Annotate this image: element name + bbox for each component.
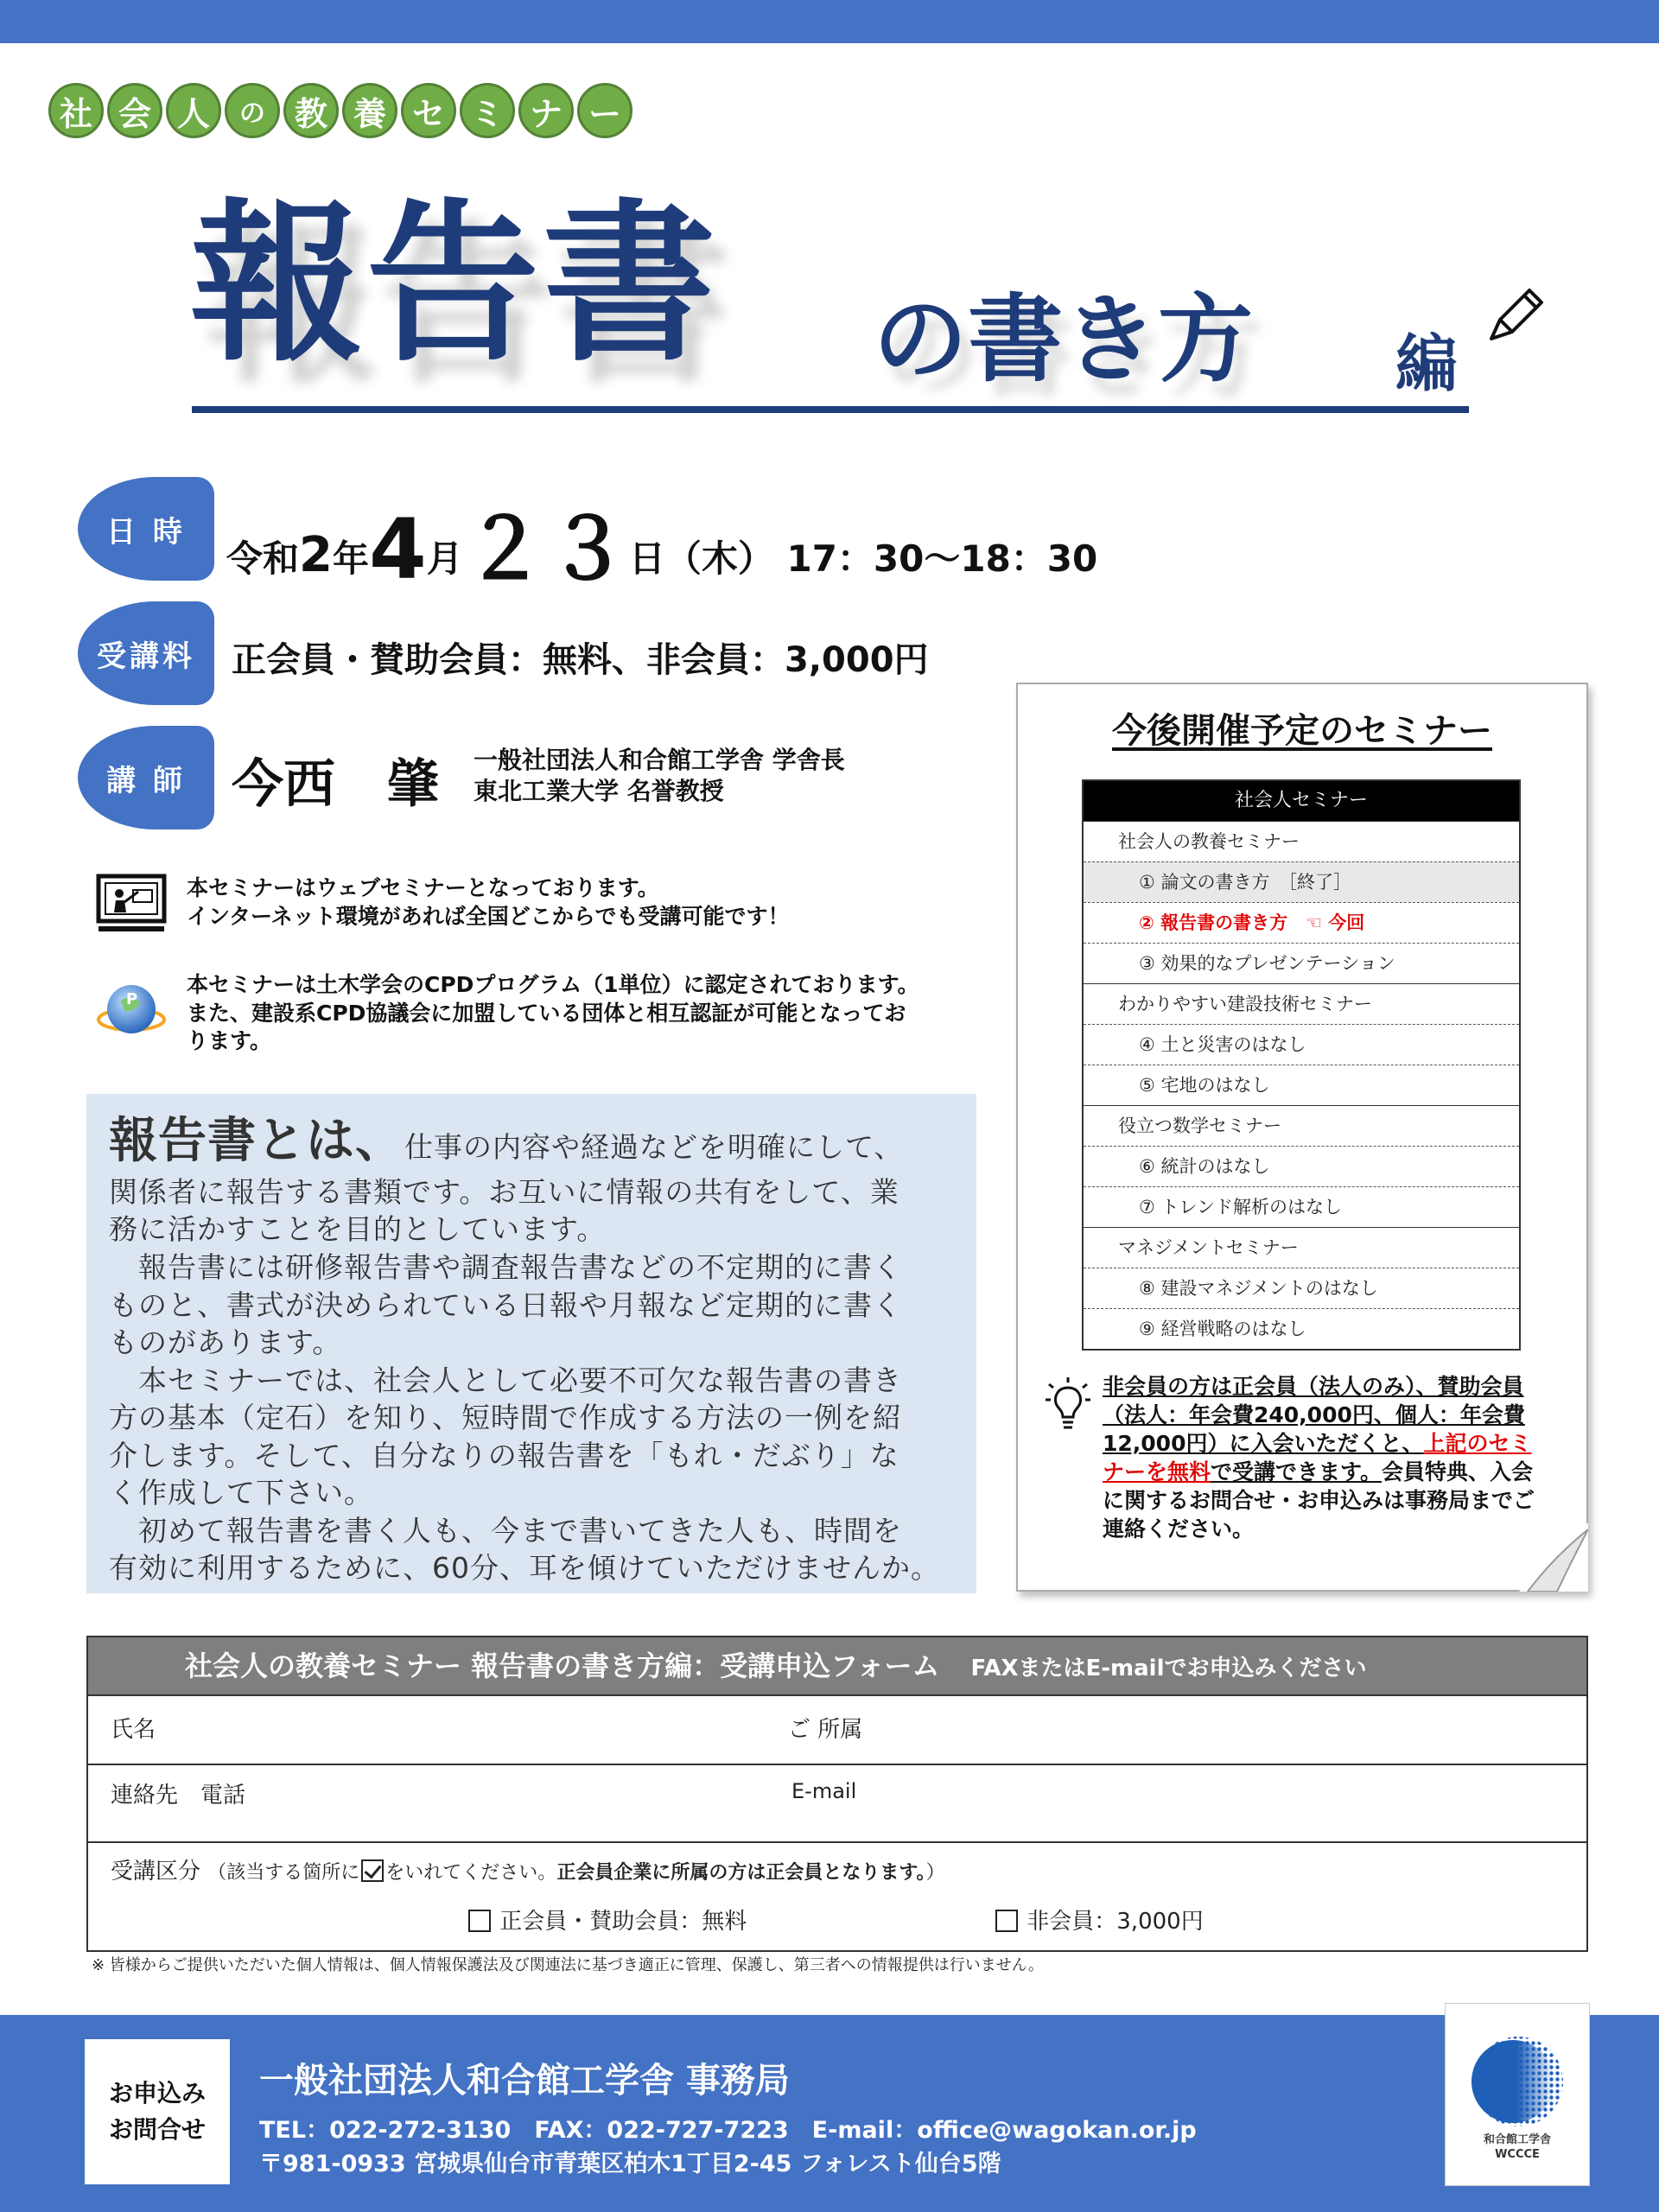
page-title-sub: の書き方 bbox=[873, 284, 1253, 395]
seminar-list-header: 社会人セミナー bbox=[1084, 781, 1519, 821]
option-nonmember-label: 非会員：3,000円 bbox=[1027, 1909, 1204, 1935]
form-subtitle: FAXまたはE-mailでお申込みください bbox=[970, 1656, 1367, 1681]
footer-org: 一般社団法人和合館工学舎 事務局 bbox=[259, 2061, 790, 2101]
series-char: 教 bbox=[283, 83, 339, 138]
description-line: ものがあります。 bbox=[109, 1325, 342, 1360]
seminar-category: 社会人の教養セミナー bbox=[1084, 821, 1519, 861]
date-weekday: （木） bbox=[664, 537, 774, 580]
description-line: 務に活かすことを目的としています。 bbox=[109, 1212, 607, 1247]
date-nen: 年 bbox=[332, 537, 369, 580]
presentation-screen-icon bbox=[95, 873, 168, 935]
seminar-item: ④ 土と災害のはなし bbox=[1084, 1024, 1519, 1065]
inquiry-line: お問合せ bbox=[108, 2115, 206, 2144]
web-seminar-note bbox=[187, 874, 790, 931]
footer-address: 〒981-0933 宮城県仙台市青葉区柏木1丁目2-45 フォレスト仙台5階 bbox=[259, 2151, 1001, 2178]
note-line: 本セミナーはウェブセミナーとなっております。 bbox=[187, 875, 659, 900]
option-member-label: 正会員・賛助会員：無料 bbox=[499, 1909, 747, 1935]
email-field[interactable]: E-mail bbox=[791, 1779, 857, 1803]
series-char: ミ bbox=[460, 83, 515, 138]
membership-note-highlight: 上記のセミナーを無料 bbox=[1103, 1431, 1532, 1484]
schedule-date bbox=[226, 484, 1097, 602]
form-title: 社会人の教養セミナー 報告書の書き方編：受講申込フォーム bbox=[185, 1649, 940, 1682]
date-year: 2 bbox=[299, 527, 333, 583]
description-line: 関係者に報告する書類です。お互いに情報の共有をして、業 bbox=[109, 1174, 899, 1209]
description-line: 報告書には研修報告書や調査報告書などの不定期的に書く bbox=[109, 1250, 902, 1284]
seminar-item: ⑦ トレンド解析のはなし bbox=[1084, 1186, 1519, 1227]
option-nonmember[interactable] bbox=[994, 1904, 1204, 1936]
note-line: インターネット環境があれば全国どこからでも受講可能です！ bbox=[187, 903, 790, 929]
series-char: 養 bbox=[342, 83, 397, 138]
seminar-item: ⑨ 経営戦略のはなし bbox=[1084, 1308, 1519, 1349]
form-header bbox=[88, 1637, 1586, 1694]
date-nichi: 日 bbox=[628, 537, 665, 580]
logo-circle-icon bbox=[1446, 2004, 1591, 2133]
series-char: セ bbox=[401, 83, 456, 138]
description-line: 介します。そして、自分なりの報告書を「もれ・だぶり」な bbox=[109, 1438, 899, 1472]
description-line: 本セミナーでは、社会人として必要不可欠な報告書の書き bbox=[109, 1363, 902, 1397]
lecturer-name: 今西 肇 bbox=[232, 754, 439, 815]
fee-label: 受講料 bbox=[78, 601, 214, 705]
description-box bbox=[86, 1094, 976, 1593]
checkbox-member[interactable] bbox=[468, 1910, 491, 1932]
note-line: 本セミナーは土木学会のCPDプログラム（1単位）に認定されております。 bbox=[187, 972, 919, 997]
footer-contact bbox=[259, 2113, 1197, 2181]
footer-tel[interactable]: TEL：022-272-3130 FAX：022-727-7223 E-mail：office@wagokan.or.jp bbox=[259, 2117, 1197, 2144]
phone-field[interactable]: 連絡先 電話 bbox=[111, 1783, 246, 1808]
application-form bbox=[86, 1636, 1588, 1952]
membership-note bbox=[1103, 1372, 1552, 1543]
page-title-suffix: 編 bbox=[1395, 327, 1459, 400]
schedule-label: 日 時 bbox=[78, 477, 214, 581]
logo-name: 和合館工学舎 bbox=[1483, 2133, 1551, 2146]
logo-text bbox=[1446, 2133, 1589, 2163]
option-member[interactable] bbox=[467, 1904, 747, 1936]
description-line: 仕事の内容や経過などを明確にして、 bbox=[404, 1130, 904, 1164]
privacy-note: ※ 皆様からご提供いただいた個人情報は、個人情報保護法及び関連法に基づき適正に管理、保護し、第三者への情報提供は行いません。 bbox=[92, 1956, 1044, 1974]
description-line: 初めて報告書を書く人も、今まで書いてきた人も、時間を bbox=[109, 1513, 902, 1548]
date-month: 4 bbox=[369, 501, 427, 598]
inquiry-line: お申込み bbox=[108, 2079, 206, 2107]
date-day: ２３ bbox=[462, 501, 629, 598]
description-line: 方の基本（定石）を知り、短時間で作成する方法の一例を紹 bbox=[109, 1401, 902, 1435]
seminar-item-current: ② 報告書の書き方 ☜ 今回 bbox=[1084, 902, 1519, 943]
category-label: 受講区分 bbox=[111, 1859, 201, 1885]
fee-text: 正会員・賛助会員：無料、非会員：3,000円 bbox=[232, 640, 929, 680]
membership-note-c: 会員特典、入会に関するお問合せ・お申込みは事務局までご連絡ください。 bbox=[1103, 1459, 1535, 1541]
membership-note-a: 非会員の方は正会員（法人のみ）、賛助会員（法人：年会費240,000円、個人：年会費12,000円）に入会いただくと、 bbox=[1103, 1374, 1525, 1456]
date-era: 令和 bbox=[226, 537, 300, 580]
category-line bbox=[111, 1853, 945, 1885]
page-title-main: 報告書 bbox=[190, 184, 720, 385]
inquiry-box bbox=[85, 2039, 230, 2184]
lightbulb-icon bbox=[1044, 1376, 1092, 1436]
membership-note-b: で受講できます。 bbox=[1211, 1459, 1382, 1484]
seminar-item: ③ 効果的なプレゼンテーション bbox=[1084, 943, 1519, 983]
description-line: ものと、書式が決められている日報や月報など定期的に書く bbox=[109, 1287, 902, 1322]
seminar-item: ⑤ 宅地のはなし bbox=[1084, 1065, 1519, 1105]
seminar-list bbox=[1082, 779, 1521, 1351]
svg-text:P: P bbox=[126, 990, 138, 1008]
form-row-contact bbox=[88, 1764, 1586, 1841]
note-line: ります。 bbox=[187, 1028, 272, 1053]
series-badge bbox=[48, 83, 632, 138]
cpd-note bbox=[187, 971, 919, 1056]
series-char: 社 bbox=[48, 83, 104, 138]
note-line: また、建設系CPD協議会に加盟している団体と相互認証が可能となってお bbox=[187, 1000, 906, 1026]
upcoming-title: 今後開催予定のセミナー bbox=[1112, 711, 1492, 751]
seminar-category: わかりやすい建設技術セミナー bbox=[1084, 983, 1519, 1024]
lecturer-label: 講 師 bbox=[78, 726, 214, 830]
series-char: の bbox=[225, 83, 280, 138]
series-char: 会 bbox=[107, 83, 162, 138]
pencil-icon bbox=[1476, 278, 1554, 356]
seminar-item: ① 論文の書き方 ［終了］ bbox=[1084, 861, 1519, 902]
seminar-item: ⑧ 建設マネジメントのはなし bbox=[1084, 1268, 1519, 1308]
category-hint-bold: 正会員企業に所属の方は正会員となります。 bbox=[556, 1862, 926, 1884]
category-hint: （該当する箇所に bbox=[207, 1862, 360, 1884]
checkbox-nonmember[interactable] bbox=[995, 1910, 1018, 1932]
upcoming-seminars-panel bbox=[1016, 683, 1588, 1592]
description-line: 有効に利用するために、60分、耳を傾けていただけませんか。 bbox=[109, 1551, 940, 1586]
seminar-item: ⑥ 統計のはなし bbox=[1084, 1146, 1519, 1186]
name-field[interactable]: 氏名 bbox=[111, 1717, 156, 1743]
seminar-category: マネジメントセミナー bbox=[1084, 1227, 1519, 1268]
affiliation-field[interactable]: ご 所属 bbox=[788, 1717, 863, 1743]
description-line: く作成して下さい。 bbox=[109, 1476, 373, 1510]
title-underline bbox=[192, 406, 1469, 413]
category-hint: をいれてください。 bbox=[385, 1862, 557, 1884]
lecturer-aff-line: 一般社団法人和合館工学舎 学舎長 bbox=[474, 746, 845, 774]
date-gatsu: 月 bbox=[426, 537, 463, 580]
org-logo bbox=[1445, 2003, 1590, 2186]
globe-icon bbox=[95, 975, 168, 1047]
date-time: 17：30〜18：30 bbox=[786, 537, 1098, 580]
description-lead: 報告書とは、 bbox=[109, 1113, 404, 1169]
lecturer-affiliation bbox=[474, 745, 845, 808]
series-char: 人 bbox=[166, 83, 221, 138]
lecturer-aff-line: 東北工業大学 名誉教授 bbox=[474, 777, 724, 806]
series-char: ー bbox=[577, 83, 632, 138]
form-row-name bbox=[88, 1694, 1586, 1764]
top-bar bbox=[0, 0, 1659, 43]
series-char: ナ bbox=[518, 83, 574, 138]
logo-abbr: WCCCE bbox=[1495, 2147, 1540, 2161]
page-curl bbox=[1519, 1522, 1588, 1592]
seminar-category: 役立つ数学セミナー bbox=[1084, 1105, 1519, 1146]
checkbox-example-icon bbox=[361, 1859, 384, 1882]
form-row-category bbox=[88, 1841, 1586, 1954]
category-hint: ） bbox=[925, 1862, 945, 1884]
